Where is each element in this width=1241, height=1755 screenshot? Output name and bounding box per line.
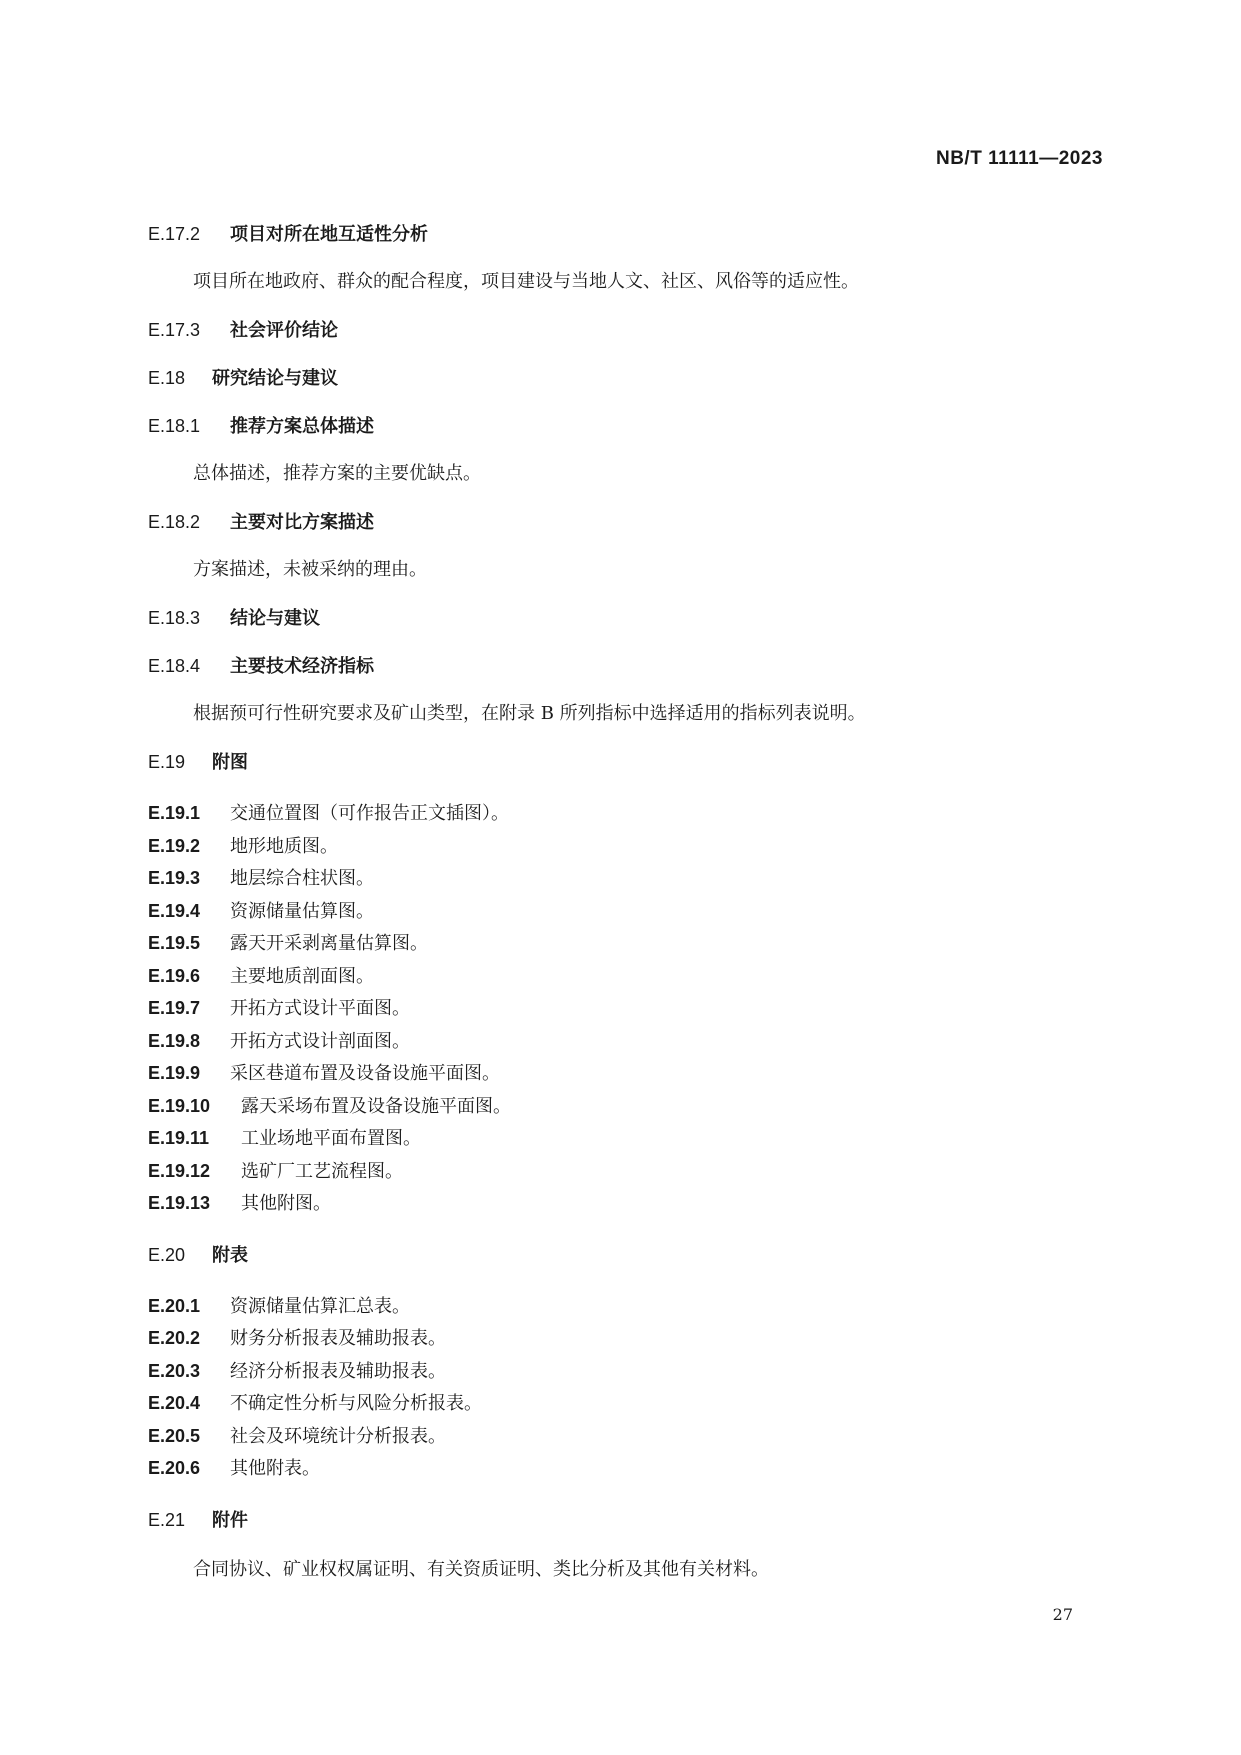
section-heading bbox=[148, 508, 1108, 536]
item-number: E.19.8 bbox=[148, 1030, 201, 1051]
list-item bbox=[148, 960, 1108, 993]
section-title: 附件 bbox=[212, 1509, 248, 1531]
section-title: 推荐方案总体描述 bbox=[230, 416, 374, 437]
table-list bbox=[148, 1290, 1108, 1485]
section-title: 主要对比方案描述 bbox=[230, 512, 374, 533]
list-item bbox=[148, 1187, 1108, 1220]
figure-list bbox=[148, 797, 1108, 1220]
section-number: E.18.1 bbox=[148, 416, 201, 436]
item-text: 开拓方式设计平面图。 bbox=[230, 998, 410, 1019]
item-text: 露天开采剥离量估算图。 bbox=[230, 933, 428, 954]
item-number: E.20.6 bbox=[148, 1458, 201, 1478]
section-heading bbox=[148, 652, 1108, 680]
list-item bbox=[148, 1122, 1108, 1155]
section-title: 附表 bbox=[212, 1244, 248, 1266]
item-number: E.19.2 bbox=[148, 835, 201, 856]
item-text: 经济分析报表及辅助报表。 bbox=[230, 1360, 446, 1382]
item-text: 地层综合柱状图。 bbox=[230, 868, 374, 889]
document-body bbox=[148, 220, 1108, 1584]
section-title: 社会评价结论 bbox=[230, 320, 338, 341]
item-text: 不确定性分析与风险分析报表。 bbox=[230, 1393, 482, 1414]
list-item bbox=[148, 830, 1108, 863]
section-title: 附图 bbox=[212, 752, 248, 773]
section-number: E.17.2 bbox=[148, 224, 201, 244]
list-item bbox=[148, 1290, 1108, 1323]
section-heading bbox=[148, 748, 1108, 776]
section-heading bbox=[148, 1506, 1108, 1534]
item-number: E.20.4 bbox=[148, 1393, 201, 1413]
item-number: E.19.12 bbox=[148, 1160, 211, 1181]
section-number: E.18.2 bbox=[148, 512, 201, 532]
list-item bbox=[148, 1387, 1108, 1420]
list-item bbox=[148, 1355, 1108, 1388]
item-text: 资源储量估算图。 bbox=[230, 900, 374, 922]
item-text: 采区巷道布置及设备设施平面图。 bbox=[230, 1063, 500, 1084]
paragraph: 总体描述，推荐方案的主要优缺点。 bbox=[193, 463, 481, 484]
item-text: 财务分析报表及辅助报表。 bbox=[230, 1328, 446, 1349]
section-heading bbox=[148, 412, 1108, 440]
section-heading bbox=[148, 364, 1108, 392]
item-number: E.19.5 bbox=[148, 933, 201, 953]
standard-number: NB/T 11111—2023 bbox=[935, 148, 1103, 169]
item-number: E.19.13 bbox=[148, 1193, 211, 1213]
list-item bbox=[148, 1155, 1108, 1188]
item-text: 社会及环境统计分析报表。 bbox=[230, 1425, 446, 1447]
section-title: 研究结论与建议 bbox=[212, 368, 338, 389]
section-number: E.19 bbox=[148, 752, 186, 772]
section-title: 项目对所在地互适性分析 bbox=[230, 224, 428, 245]
item-text: 其他附表。 bbox=[230, 1458, 320, 1479]
paragraph: 方案描述，未被采纳的理由。 bbox=[193, 559, 427, 580]
list-item bbox=[148, 1322, 1108, 1355]
item-text: 露天采场布置及设备设施平面图。 bbox=[241, 1095, 511, 1117]
list-item bbox=[148, 1090, 1108, 1123]
item-text: 选矿厂工艺流程图。 bbox=[241, 1160, 403, 1182]
section-heading bbox=[148, 316, 1108, 344]
item-text: 地形地质图。 bbox=[230, 835, 338, 857]
item-text: 主要地质剖面图。 bbox=[230, 965, 374, 987]
item-text: 开拓方式设计剖面图。 bbox=[230, 1030, 410, 1052]
section-title: 主要技术经济指标 bbox=[230, 656, 374, 677]
item-number: E.20.3 bbox=[148, 1360, 201, 1381]
section-heading bbox=[148, 604, 1108, 632]
item-number: E.19.3 bbox=[148, 868, 201, 888]
item-number: E.19.11 bbox=[148, 1128, 210, 1148]
list-item bbox=[148, 862, 1108, 895]
paragraph: 项目所在地政府、群众的配合程度，项目建设与当地人文、社区、风俗等的适应性。 bbox=[193, 271, 859, 292]
item-text: 资源储量估算汇总表。 bbox=[230, 1295, 410, 1317]
item-number: E.19.10 bbox=[148, 1095, 211, 1116]
section-title: 结论与建议 bbox=[230, 608, 320, 629]
section-number: E.18.3 bbox=[148, 608, 201, 628]
paragraph: 根据预可行性研究要求及矿山类型，在附录 B 所列指标中选择适用的指标列表说明。 bbox=[193, 703, 866, 724]
list-item bbox=[148, 927, 1108, 960]
item-number: E.19.6 bbox=[148, 965, 201, 986]
list-item bbox=[148, 1025, 1108, 1058]
item-text: 工业场地平面布置图。 bbox=[241, 1128, 421, 1149]
list-item bbox=[148, 895, 1108, 928]
list-item bbox=[148, 1420, 1108, 1453]
section-heading bbox=[148, 1241, 1108, 1269]
list-item bbox=[148, 797, 1108, 830]
item-number: E.19.4 bbox=[148, 900, 201, 921]
list-item bbox=[148, 992, 1108, 1025]
item-number: E.19.9 bbox=[148, 1063, 201, 1083]
item-number: E.19.1 bbox=[148, 803, 201, 823]
item-text: 交通位置图（可作报告正文插图）。 bbox=[230, 803, 509, 824]
page-number: 27 bbox=[1052, 1605, 1073, 1624]
list-item bbox=[148, 1452, 1108, 1485]
paragraph: 合同协议、矿业权权属证明、有关资质证明、类比分析及其他有关材料。 bbox=[193, 1558, 769, 1580]
section-number: E.20 bbox=[148, 1244, 186, 1265]
item-number: E.20.5 bbox=[148, 1425, 201, 1446]
list-item bbox=[148, 1057, 1108, 1090]
item-number: E.20.1 bbox=[148, 1295, 201, 1316]
item-number: E.20.2 bbox=[148, 1328, 201, 1348]
item-text: 其他附图。 bbox=[241, 1193, 331, 1214]
section-number: E.18.4 bbox=[148, 656, 201, 676]
section-number: E.18 bbox=[148, 368, 186, 388]
section-heading bbox=[148, 220, 1108, 248]
item-number: E.19.7 bbox=[148, 998, 201, 1018]
section-number: E.21 bbox=[148, 1509, 186, 1530]
section-number: E.17.3 bbox=[148, 320, 201, 340]
